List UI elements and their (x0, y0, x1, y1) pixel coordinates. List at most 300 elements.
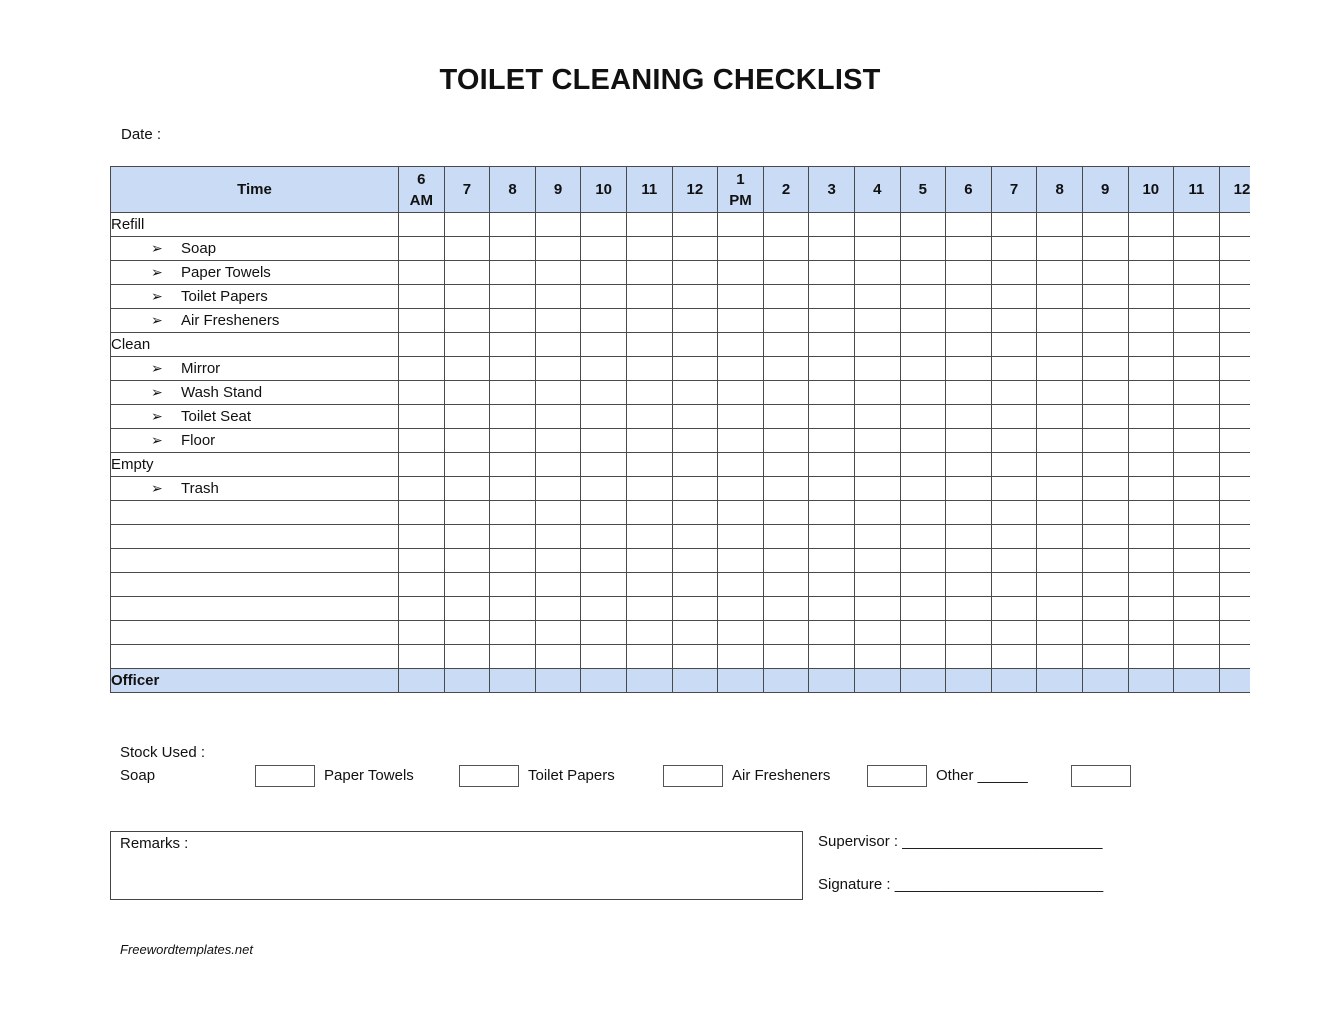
check-cell[interactable] (763, 477, 809, 501)
check-cell[interactable] (718, 309, 764, 333)
check-cell[interactable] (399, 621, 445, 645)
check-cell[interactable] (581, 237, 627, 261)
check-cell[interactable] (672, 453, 718, 477)
check-cell[interactable] (626, 621, 672, 645)
check-cell[interactable] (900, 381, 946, 405)
officer-initial-cell[interactable] (1037, 669, 1083, 693)
check-cell[interactable] (946, 645, 992, 669)
check-cell[interactable] (626, 381, 672, 405)
check-cell[interactable] (991, 333, 1037, 357)
check-cell[interactable] (1037, 621, 1083, 645)
check-cell[interactable] (1219, 285, 1250, 309)
check-cell[interactable] (490, 453, 536, 477)
check-cell[interactable] (444, 333, 490, 357)
check-cell[interactable] (535, 213, 581, 237)
check-cell[interactable] (763, 381, 809, 405)
check-cell[interactable] (763, 549, 809, 573)
check-cell[interactable] (535, 237, 581, 261)
check-cell[interactable] (581, 453, 627, 477)
check-cell[interactable] (1219, 573, 1250, 597)
check-cell[interactable] (991, 405, 1037, 429)
check-cell[interactable] (763, 261, 809, 285)
check-cell[interactable] (581, 621, 627, 645)
check-cell[interactable] (444, 381, 490, 405)
check-cell[interactable] (626, 429, 672, 453)
check-cell[interactable] (1082, 405, 1128, 429)
check-cell[interactable] (854, 309, 900, 333)
check-cell[interactable] (718, 477, 764, 501)
check-cell[interactable] (854, 501, 900, 525)
check-cell[interactable] (946, 525, 992, 549)
check-cell[interactable] (399, 525, 445, 549)
check-cell[interactable] (1128, 501, 1174, 525)
check-cell[interactable] (1128, 477, 1174, 501)
check-cell[interactable] (854, 477, 900, 501)
check-cell[interactable] (626, 237, 672, 261)
check-cell[interactable] (1128, 213, 1174, 237)
check-cell[interactable] (991, 573, 1037, 597)
check-cell[interactable] (1037, 525, 1083, 549)
check-cell[interactable] (1128, 621, 1174, 645)
check-cell[interactable] (991, 597, 1037, 621)
check-cell[interactable] (991, 381, 1037, 405)
check-cell[interactable] (490, 597, 536, 621)
check-cell[interactable] (535, 573, 581, 597)
check-cell[interactable] (1037, 501, 1083, 525)
check-cell[interactable] (809, 357, 855, 381)
check-cell[interactable] (718, 573, 764, 597)
check-cell[interactable] (900, 213, 946, 237)
check-cell[interactable] (900, 525, 946, 549)
check-cell[interactable] (399, 501, 445, 525)
check-cell[interactable] (626, 405, 672, 429)
check-cell[interactable] (626, 213, 672, 237)
stock-quantity-box[interactable] (663, 765, 723, 787)
check-cell[interactable] (809, 333, 855, 357)
check-cell[interactable] (991, 549, 1037, 573)
supervisor-line[interactable]: Supervisor : ________________________ (818, 833, 1103, 850)
check-cell[interactable] (1037, 549, 1083, 573)
check-cell[interactable] (1082, 501, 1128, 525)
check-cell[interactable] (1128, 285, 1174, 309)
check-cell[interactable] (718, 237, 764, 261)
check-cell[interactable] (991, 213, 1037, 237)
check-cell[interactable] (581, 309, 627, 333)
remarks-box[interactable] (110, 831, 803, 900)
check-cell[interactable] (535, 525, 581, 549)
check-cell[interactable] (626, 477, 672, 501)
check-cell[interactable] (672, 525, 718, 549)
check-cell[interactable] (1128, 357, 1174, 381)
check-cell[interactable] (490, 477, 536, 501)
check-cell[interactable] (809, 237, 855, 261)
officer-initial-cell[interactable] (399, 669, 445, 693)
check-cell[interactable] (1174, 429, 1220, 453)
check-cell[interactable] (718, 381, 764, 405)
check-cell[interactable] (399, 405, 445, 429)
check-cell[interactable] (1219, 213, 1250, 237)
check-cell[interactable] (946, 357, 992, 381)
check-cell[interactable] (946, 237, 992, 261)
check-cell[interactable] (444, 285, 490, 309)
check-cell[interactable] (399, 333, 445, 357)
check-cell[interactable] (900, 333, 946, 357)
check-cell[interactable] (1082, 549, 1128, 573)
officer-initial-cell[interactable] (1174, 669, 1220, 693)
check-cell[interactable] (854, 525, 900, 549)
check-cell[interactable] (1174, 261, 1220, 285)
check-cell[interactable] (718, 405, 764, 429)
check-cell[interactable] (763, 501, 809, 525)
check-cell[interactable] (809, 261, 855, 285)
officer-initial-cell[interactable] (991, 669, 1037, 693)
check-cell[interactable] (1037, 213, 1083, 237)
officer-initial-cell[interactable] (763, 669, 809, 693)
check-cell[interactable] (535, 501, 581, 525)
check-cell[interactable] (1082, 429, 1128, 453)
check-cell[interactable] (763, 309, 809, 333)
check-cell[interactable] (1082, 357, 1128, 381)
check-cell[interactable] (490, 381, 536, 405)
check-cell[interactable] (535, 405, 581, 429)
check-cell[interactable] (581, 381, 627, 405)
check-cell[interactable] (535, 645, 581, 669)
officer-initial-cell[interactable] (1219, 669, 1250, 693)
check-cell[interactable] (900, 261, 946, 285)
check-cell[interactable] (581, 405, 627, 429)
check-cell[interactable] (490, 213, 536, 237)
officer-initial-cell[interactable] (626, 669, 672, 693)
check-cell[interactable] (809, 597, 855, 621)
check-cell[interactable] (854, 453, 900, 477)
check-cell[interactable] (809, 285, 855, 309)
check-cell[interactable] (946, 381, 992, 405)
stock-quantity-box[interactable] (1071, 765, 1131, 787)
check-cell[interactable] (854, 285, 900, 309)
check-cell[interactable] (1174, 285, 1220, 309)
check-cell[interactable] (809, 213, 855, 237)
check-cell[interactable] (1037, 477, 1083, 501)
check-cell[interactable] (1082, 309, 1128, 333)
check-cell[interactable] (1174, 621, 1220, 645)
check-cell[interactable] (1128, 525, 1174, 549)
check-cell[interactable] (1174, 381, 1220, 405)
check-cell[interactable] (1128, 309, 1174, 333)
check-cell[interactable] (718, 429, 764, 453)
check-cell[interactable] (809, 453, 855, 477)
officer-initial-cell[interactable] (581, 669, 627, 693)
check-cell[interactable] (763, 525, 809, 549)
check-cell[interactable] (444, 357, 490, 381)
check-cell[interactable] (672, 405, 718, 429)
check-cell[interactable] (490, 429, 536, 453)
check-cell[interactable] (535, 621, 581, 645)
officer-initial-cell[interactable] (672, 669, 718, 693)
check-cell[interactable] (900, 285, 946, 309)
check-cell[interactable] (991, 477, 1037, 501)
check-cell[interactable] (399, 309, 445, 333)
check-cell[interactable] (1128, 453, 1174, 477)
check-cell[interactable] (399, 381, 445, 405)
check-cell[interactable] (718, 621, 764, 645)
check-cell[interactable] (1082, 261, 1128, 285)
check-cell[interactable] (763, 573, 809, 597)
check-cell[interactable] (946, 333, 992, 357)
check-cell[interactable] (581, 357, 627, 381)
check-cell[interactable] (1082, 237, 1128, 261)
check-cell[interactable] (1037, 285, 1083, 309)
check-cell[interactable] (672, 429, 718, 453)
check-cell[interactable] (946, 309, 992, 333)
officer-initial-cell[interactable] (718, 669, 764, 693)
check-cell[interactable] (991, 621, 1037, 645)
check-cell[interactable] (626, 501, 672, 525)
check-cell[interactable] (854, 381, 900, 405)
check-cell[interactable] (626, 573, 672, 597)
check-cell[interactable] (1219, 501, 1250, 525)
check-cell[interactable] (900, 573, 946, 597)
check-cell[interactable] (444, 549, 490, 573)
check-cell[interactable] (490, 501, 536, 525)
check-cell[interactable] (1219, 237, 1250, 261)
check-cell[interactable] (490, 357, 536, 381)
check-cell[interactable] (900, 309, 946, 333)
officer-initial-cell[interactable] (946, 669, 992, 693)
check-cell[interactable] (1219, 333, 1250, 357)
check-cell[interactable] (991, 501, 1037, 525)
check-cell[interactable] (1037, 261, 1083, 285)
check-cell[interactable] (809, 573, 855, 597)
check-cell[interactable] (490, 333, 536, 357)
check-cell[interactable] (1174, 213, 1220, 237)
check-cell[interactable] (763, 333, 809, 357)
check-cell[interactable] (991, 645, 1037, 669)
check-cell[interactable] (991, 357, 1037, 381)
check-cell[interactable] (1128, 333, 1174, 357)
check-cell[interactable] (535, 333, 581, 357)
check-cell[interactable] (1128, 237, 1174, 261)
check-cell[interactable] (444, 237, 490, 261)
check-cell[interactable] (854, 645, 900, 669)
check-cell[interactable] (581, 501, 627, 525)
check-cell[interactable] (809, 645, 855, 669)
check-cell[interactable] (399, 477, 445, 501)
check-cell[interactable] (1174, 309, 1220, 333)
check-cell[interactable] (1128, 381, 1174, 405)
check-cell[interactable] (1219, 549, 1250, 573)
check-cell[interactable] (399, 261, 445, 285)
check-cell[interactable] (809, 621, 855, 645)
check-cell[interactable] (399, 453, 445, 477)
check-cell[interactable] (399, 549, 445, 573)
check-cell[interactable] (672, 213, 718, 237)
check-cell[interactable] (672, 645, 718, 669)
check-cell[interactable] (854, 213, 900, 237)
check-cell[interactable] (490, 525, 536, 549)
check-cell[interactable] (1128, 429, 1174, 453)
check-cell[interactable] (1037, 333, 1083, 357)
check-cell[interactable] (991, 261, 1037, 285)
check-cell[interactable] (1037, 453, 1083, 477)
check-cell[interactable] (626, 597, 672, 621)
check-cell[interactable] (718, 453, 764, 477)
check-cell[interactable] (1174, 549, 1220, 573)
check-cell[interactable] (763, 285, 809, 309)
check-cell[interactable] (490, 309, 536, 333)
check-cell[interactable] (1219, 381, 1250, 405)
check-cell[interactable] (1082, 573, 1128, 597)
check-cell[interactable] (626, 333, 672, 357)
check-cell[interactable] (535, 453, 581, 477)
check-cell[interactable] (535, 309, 581, 333)
check-cell[interactable] (490, 645, 536, 669)
check-cell[interactable] (535, 357, 581, 381)
check-cell[interactable] (946, 213, 992, 237)
check-cell[interactable] (718, 597, 764, 621)
check-cell[interactable] (809, 429, 855, 453)
check-cell[interactable] (1174, 501, 1220, 525)
check-cell[interactable] (854, 261, 900, 285)
check-cell[interactable] (672, 549, 718, 573)
check-cell[interactable] (854, 357, 900, 381)
check-cell[interactable] (1128, 597, 1174, 621)
check-cell[interactable] (763, 357, 809, 381)
check-cell[interactable] (1037, 645, 1083, 669)
check-cell[interactable] (718, 285, 764, 309)
check-cell[interactable] (763, 645, 809, 669)
check-cell[interactable] (718, 645, 764, 669)
check-cell[interactable] (1082, 333, 1128, 357)
check-cell[interactable] (763, 597, 809, 621)
check-cell[interactable] (581, 573, 627, 597)
check-cell[interactable] (991, 237, 1037, 261)
check-cell[interactable] (991, 429, 1037, 453)
check-cell[interactable] (399, 213, 445, 237)
check-cell[interactable] (809, 477, 855, 501)
check-cell[interactable] (444, 453, 490, 477)
check-cell[interactable] (900, 501, 946, 525)
check-cell[interactable] (946, 477, 992, 501)
check-cell[interactable] (1082, 453, 1128, 477)
check-cell[interactable] (763, 237, 809, 261)
check-cell[interactable] (672, 309, 718, 333)
check-cell[interactable] (444, 261, 490, 285)
check-cell[interactable] (900, 597, 946, 621)
check-cell[interactable] (1037, 357, 1083, 381)
check-cell[interactable] (1174, 405, 1220, 429)
check-cell[interactable] (490, 621, 536, 645)
check-cell[interactable] (444, 213, 490, 237)
check-cell[interactable] (399, 429, 445, 453)
check-cell[interactable] (718, 525, 764, 549)
check-cell[interactable] (399, 357, 445, 381)
check-cell[interactable] (626, 549, 672, 573)
check-cell[interactable] (809, 549, 855, 573)
check-cell[interactable] (581, 525, 627, 549)
check-cell[interactable] (626, 645, 672, 669)
check-cell[interactable] (672, 597, 718, 621)
check-cell[interactable] (946, 429, 992, 453)
check-cell[interactable] (399, 597, 445, 621)
check-cell[interactable] (1128, 261, 1174, 285)
check-cell[interactable] (854, 573, 900, 597)
check-cell[interactable] (1037, 405, 1083, 429)
check-cell[interactable] (1037, 309, 1083, 333)
check-cell[interactable] (718, 501, 764, 525)
check-cell[interactable] (1219, 453, 1250, 477)
check-cell[interactable] (581, 645, 627, 669)
check-cell[interactable] (900, 357, 946, 381)
check-cell[interactable] (946, 501, 992, 525)
check-cell[interactable] (1037, 573, 1083, 597)
check-cell[interactable] (490, 573, 536, 597)
check-cell[interactable] (1219, 357, 1250, 381)
check-cell[interactable] (1174, 573, 1220, 597)
check-cell[interactable] (1219, 645, 1250, 669)
check-cell[interactable] (1219, 597, 1250, 621)
check-cell[interactable] (900, 405, 946, 429)
check-cell[interactable] (1219, 261, 1250, 285)
stock-quantity-box[interactable] (255, 765, 315, 787)
check-cell[interactable] (900, 645, 946, 669)
check-cell[interactable] (626, 285, 672, 309)
check-cell[interactable] (809, 501, 855, 525)
check-cell[interactable] (399, 573, 445, 597)
check-cell[interactable] (1037, 429, 1083, 453)
check-cell[interactable] (763, 213, 809, 237)
check-cell[interactable] (581, 429, 627, 453)
check-cell[interactable] (1174, 453, 1220, 477)
check-cell[interactable] (809, 381, 855, 405)
check-cell[interactable] (946, 405, 992, 429)
check-cell[interactable] (1174, 597, 1220, 621)
check-cell[interactable] (900, 453, 946, 477)
check-cell[interactable] (854, 621, 900, 645)
check-cell[interactable] (581, 261, 627, 285)
check-cell[interactable] (444, 429, 490, 453)
check-cell[interactable] (1174, 333, 1220, 357)
check-cell[interactable] (490, 285, 536, 309)
check-cell[interactable] (626, 453, 672, 477)
check-cell[interactable] (672, 381, 718, 405)
check-cell[interactable] (946, 261, 992, 285)
check-cell[interactable] (1082, 213, 1128, 237)
officer-initial-cell[interactable] (444, 669, 490, 693)
check-cell[interactable] (1174, 357, 1220, 381)
check-cell[interactable] (991, 285, 1037, 309)
check-cell[interactable] (1082, 525, 1128, 549)
check-cell[interactable] (672, 333, 718, 357)
check-cell[interactable] (1037, 381, 1083, 405)
check-cell[interactable] (444, 573, 490, 597)
check-cell[interactable] (444, 405, 490, 429)
check-cell[interactable] (672, 573, 718, 597)
check-cell[interactable] (444, 597, 490, 621)
check-cell[interactable] (1219, 309, 1250, 333)
check-cell[interactable] (672, 285, 718, 309)
stock-quantity-box[interactable] (867, 765, 927, 787)
check-cell[interactable] (900, 429, 946, 453)
check-cell[interactable] (1174, 477, 1220, 501)
check-cell[interactable] (1082, 645, 1128, 669)
check-cell[interactable] (854, 549, 900, 573)
check-cell[interactable] (763, 405, 809, 429)
check-cell[interactable] (854, 429, 900, 453)
check-cell[interactable] (490, 405, 536, 429)
check-cell[interactable] (1082, 621, 1128, 645)
officer-initial-cell[interactable] (854, 669, 900, 693)
check-cell[interactable] (718, 213, 764, 237)
